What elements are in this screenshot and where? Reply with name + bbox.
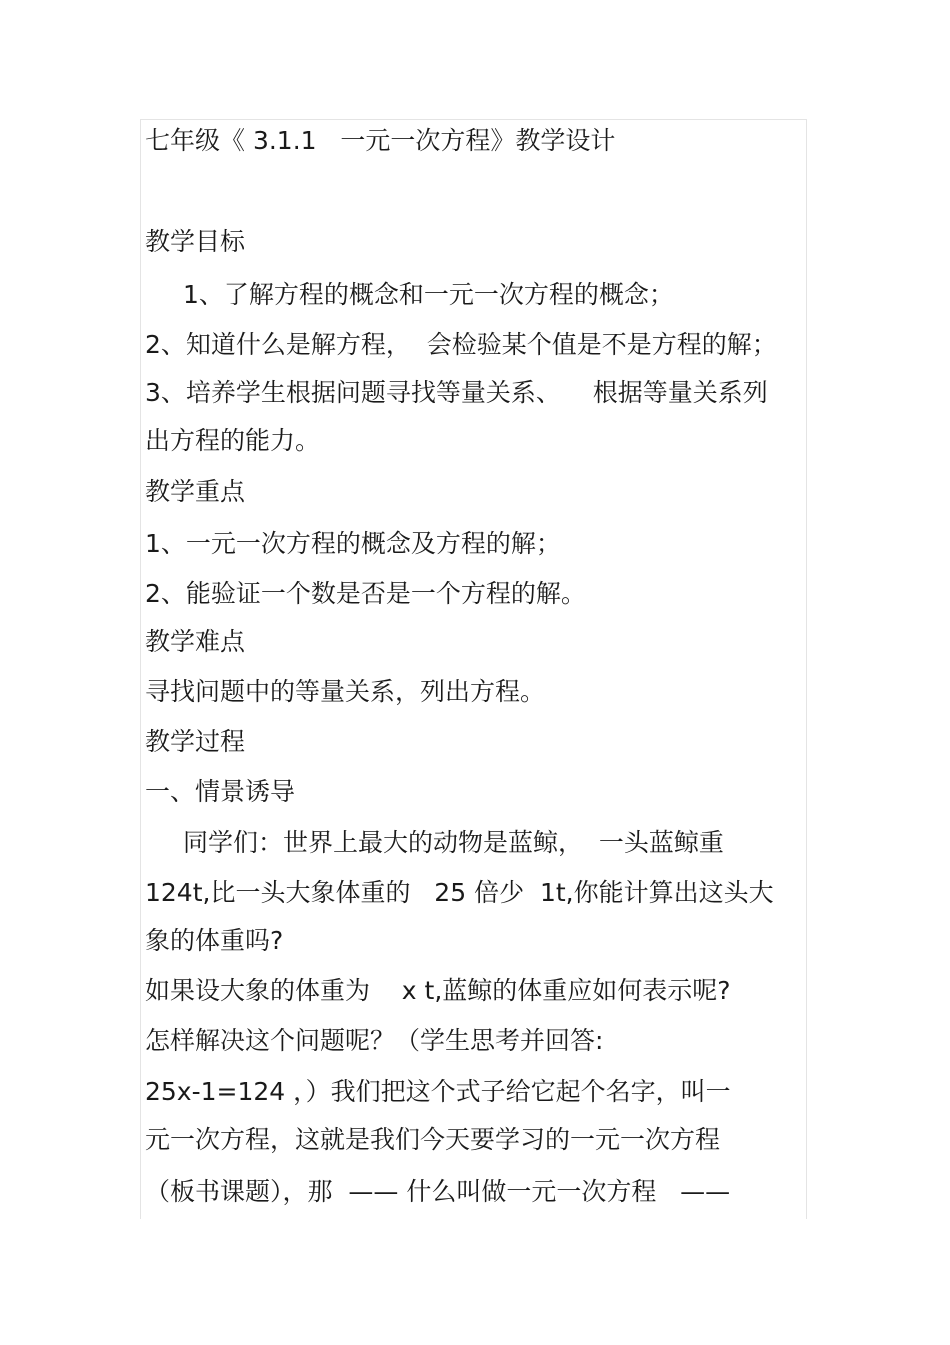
paragraph-line-3: 象的体重吗? (145, 926, 284, 955)
key-point-item-1: 1、一元一次方程的概念及方程的解； (145, 529, 561, 558)
objective-item-3-line-1: 3、培养学生根据问题寻找等量关系、 根据等量关系列 (145, 378, 768, 407)
paragraph-line-2: 124t,比一头大象体重的 25 倍少 1t,你能计算出这头大 (145, 878, 774, 907)
difficulty-text: 寻找问题中的等量关系，列出方程。 (145, 677, 546, 706)
difficulty-heading: 教学难点 (145, 627, 246, 656)
paragraph-line-1: 同学们：世界上最大的动物是蓝鲸， 一头蓝鲸重 (183, 828, 724, 857)
objective-item-1: 1、了解方程的概念和一元一次方程的概念； (183, 280, 674, 309)
section-1-heading: 一、情景诱导 (145, 777, 296, 806)
paragraph-line-7: 元一次方程，这就是我们今天要学习的一元一次方程 (145, 1125, 721, 1154)
paragraph-line-4: 如果设大象的体重为 x t,蓝鲸的体重应如何表示呢? (145, 976, 731, 1005)
objective-item-3-line-2: 出方程的能力。 (145, 426, 321, 455)
objective-item-2: 2、知道什么是解方程， 会检验某个值是不是方程的解； (145, 330, 777, 359)
paragraph-line-6: 25x-1=124 ，）我们把这个式子给它起个名字，叫一 (145, 1077, 731, 1106)
document-title: 七年级《 3.1.1 一元一次方程》教学设计 (145, 126, 616, 155)
paragraph-line-5: 怎样解决这个问题呢？（学生思考并回答: (145, 1026, 604, 1055)
objectives-heading: 教学目标 (145, 227, 246, 256)
paragraph-line-8: （板书课题），那 —— 什么叫做一元一次方程 —— (145, 1177, 731, 1206)
key-points-heading: 教学重点 (145, 477, 246, 506)
key-point-item-2: 2、能验证一个数是否是一个方程的解。 (145, 579, 586, 608)
process-heading: 教学过程 (145, 727, 246, 756)
